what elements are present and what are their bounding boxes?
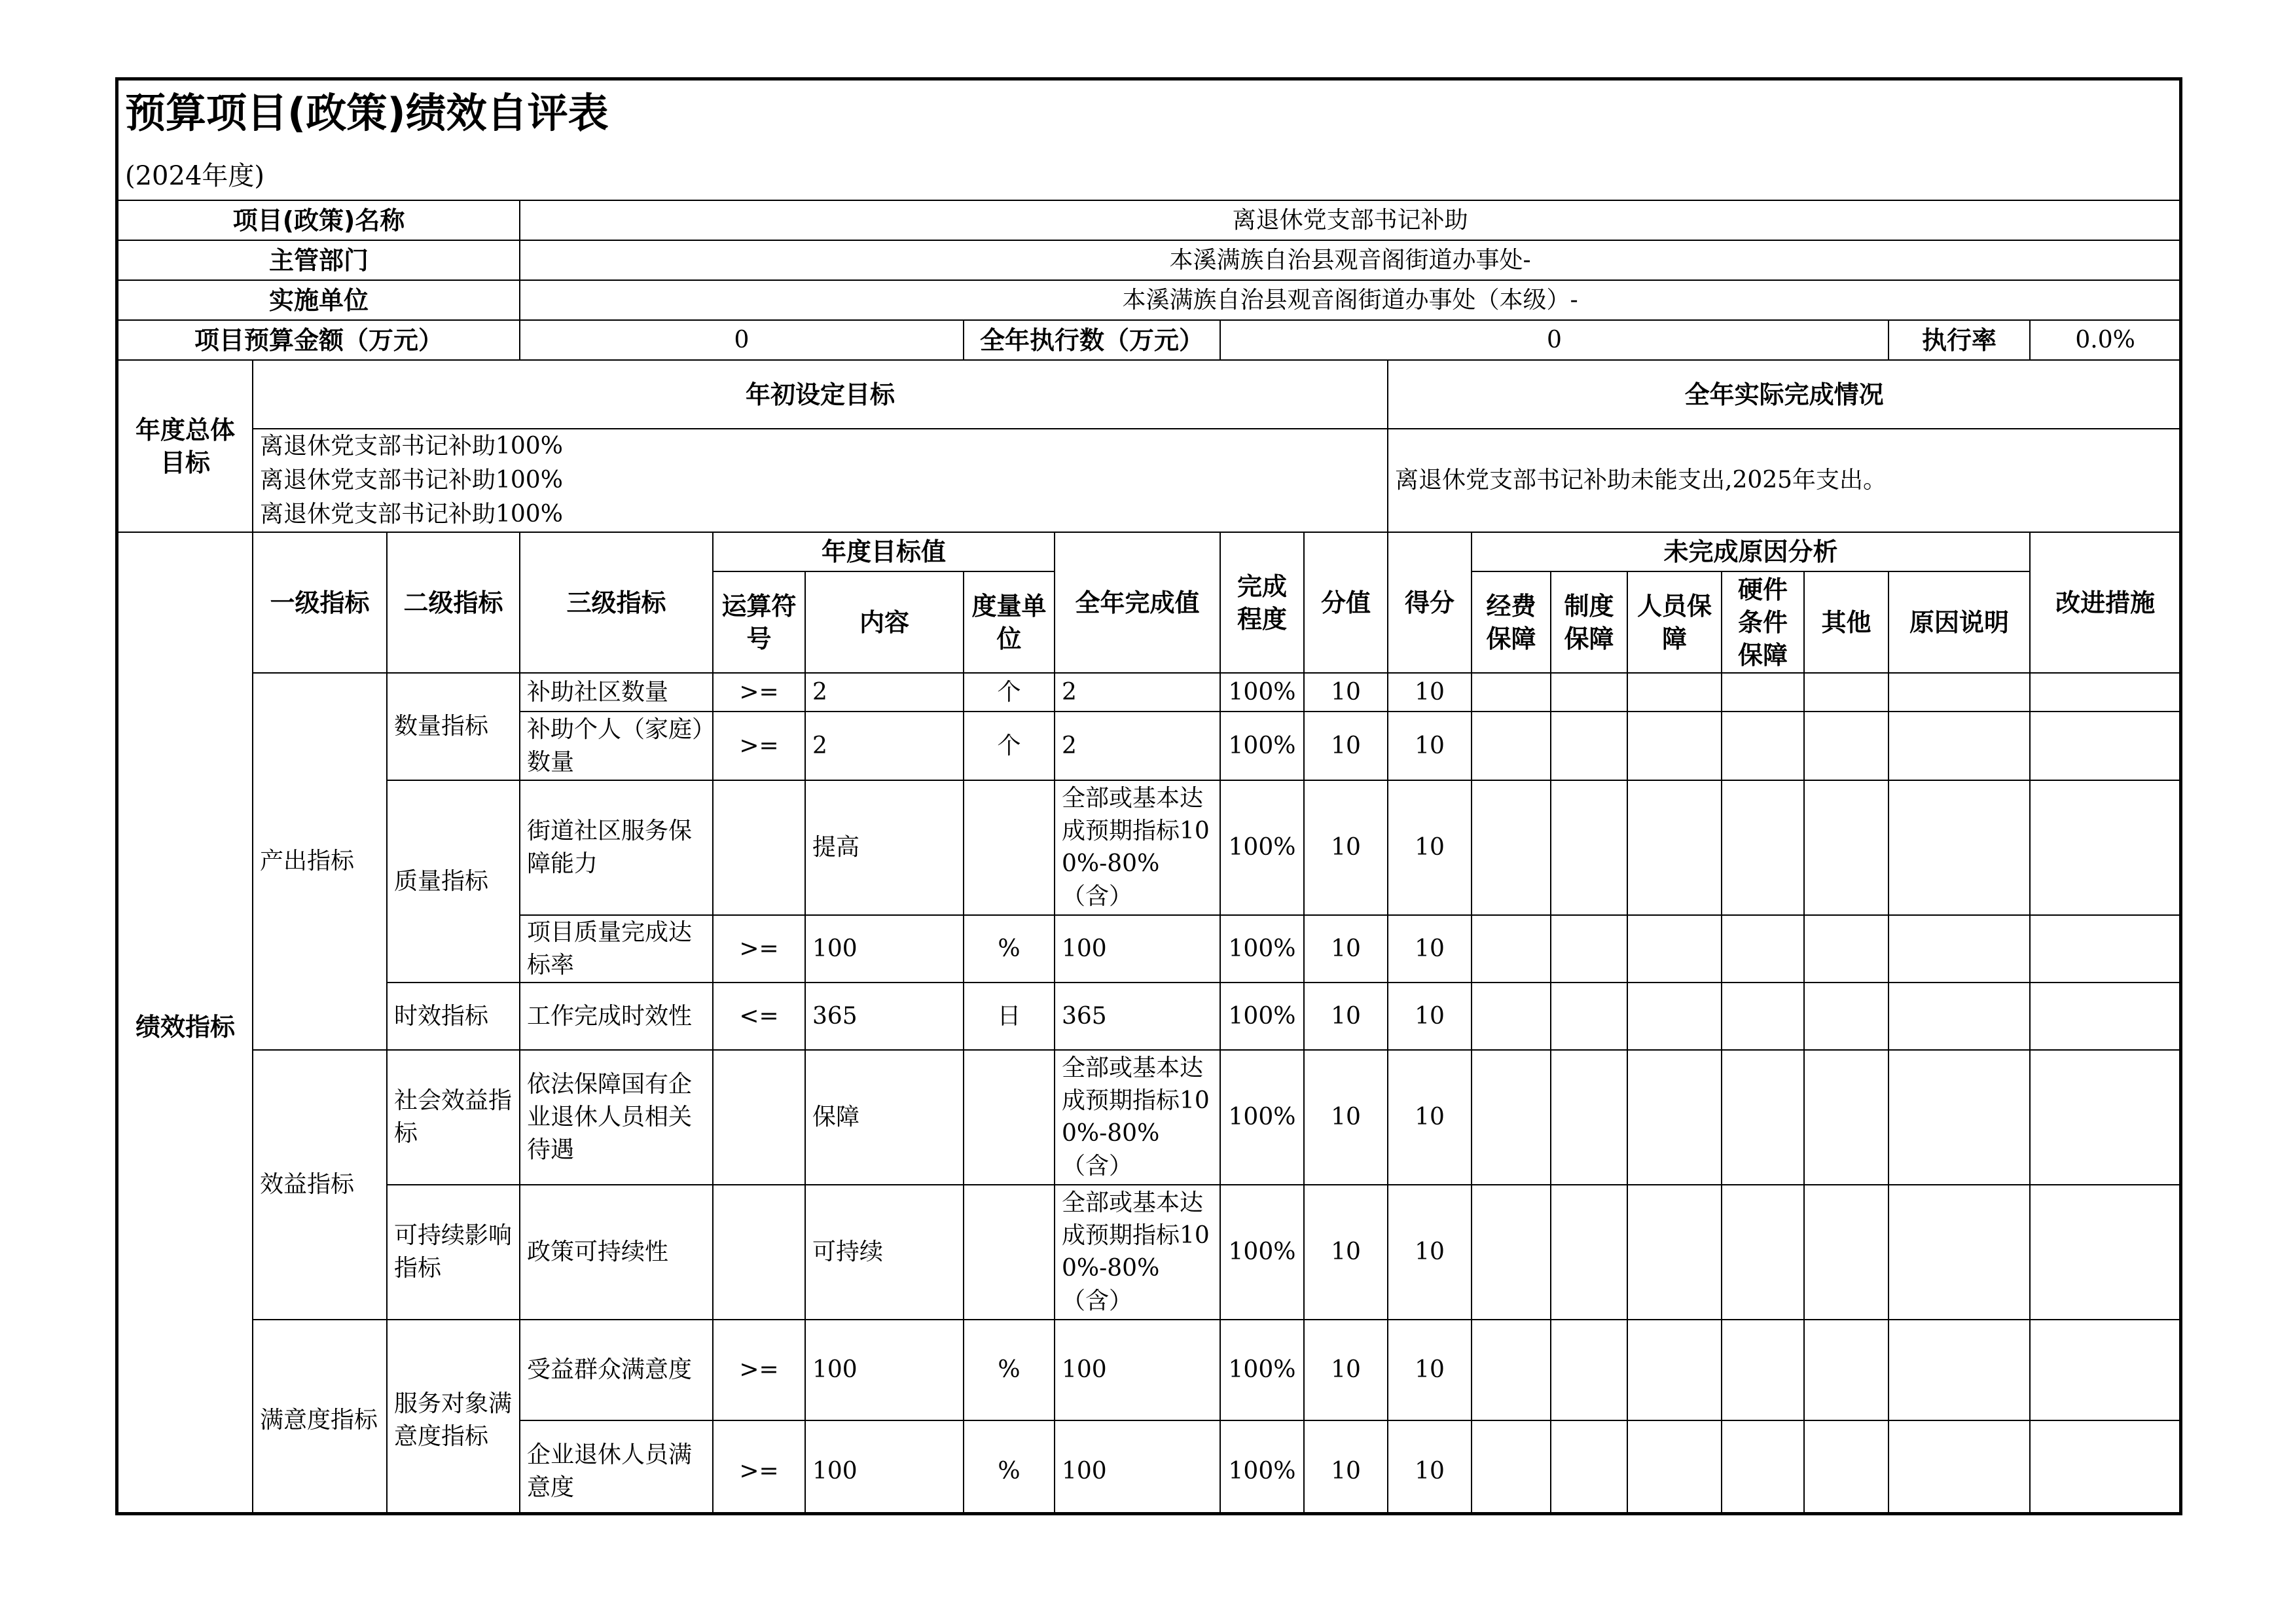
indicator-completion: 100% (1220, 1185, 1304, 1320)
indicator-unit (964, 1050, 1055, 1185)
improve-header: 改进措施 (2030, 532, 2180, 673)
indicator-content: 可持续 (805, 1185, 964, 1320)
indicator-unit: % (964, 915, 1055, 983)
reason-group-header: 未完成原因分析 (1472, 532, 2030, 571)
indicator-completion: 100% (1220, 673, 1304, 712)
level2-quality: 质量指标 (387, 780, 520, 983)
score-header: 得分 (1388, 532, 1472, 673)
indicator-operator: >= (713, 673, 805, 712)
initial-goal-line: 离退休党支部书记补助100% (260, 433, 563, 460)
indicator-content: 100 (805, 1420, 964, 1515)
actual-goal-header: 全年实际完成情况 (1388, 360, 2180, 429)
project-name-value: 离退休党支部书记补助 (520, 200, 2180, 240)
indicator-score: 10 (1388, 780, 1472, 915)
indicator-value: 10 (1304, 915, 1388, 983)
budget-value: 0 (520, 320, 964, 360)
initial-goal-line: 离退休党支部书记补助100% (260, 467, 563, 494)
actual-goals: 离退休党支部书记补助未能支出,2025年支出。 (1388, 429, 2180, 532)
indicator-actual: 2 (1055, 673, 1220, 712)
table-row (118, 1050, 2180, 1185)
indicator-operator: >= (713, 915, 805, 983)
indicator-content: 保障 (805, 1050, 964, 1185)
indicator-content: 2 (805, 712, 964, 780)
indicator-name: 政策可持续性 (520, 1185, 713, 1320)
table-row (118, 1320, 2180, 1420)
indicator-actual: 365 (1055, 983, 1220, 1050)
performance-form (115, 77, 2182, 1515)
indicator-value: 10 (1304, 1050, 1388, 1185)
indicator-value: 10 (1304, 673, 1388, 712)
unit-header: 度量单位 (964, 571, 1055, 673)
form-table (118, 81, 2180, 1515)
indicator-operator: >= (713, 712, 805, 780)
reason-funding-header: 经费保障 (1472, 571, 1551, 673)
completion-header: 完成程度 (1220, 532, 1304, 673)
indicator-completion: 100% (1220, 1050, 1304, 1185)
indicator-operator: >= (713, 1420, 805, 1515)
indicator-completion: 100% (1220, 1420, 1304, 1515)
level2-header: 二级指标 (387, 532, 520, 673)
page-subtitle: (2024年度) (125, 161, 265, 191)
indicator-content: 2 (805, 673, 964, 712)
indicator-name: 企业退休人员满意度 (520, 1420, 713, 1515)
indicator-score: 10 (1388, 1420, 1472, 1515)
dept-label: 主管部门 (118, 240, 520, 280)
reason-note-header: 原因说明 (1888, 571, 2030, 673)
indicator-name: 受益群众满意度 (520, 1320, 713, 1420)
indicator-content: 提高 (805, 780, 964, 915)
initial-goal-header: 年初设定目标 (253, 360, 1388, 429)
level2-quantity: 数量指标 (387, 673, 520, 780)
content-header: 内容 (805, 571, 964, 673)
indicator-score: 10 (1388, 915, 1472, 983)
indicator-actual: 100 (1055, 915, 1220, 983)
level1-header: 一级指标 (253, 532, 387, 673)
indicator-actual: 全部或基本达成预期指标100%-80%（含） (1055, 780, 1220, 915)
indicator-actual: 100 (1055, 1420, 1220, 1515)
indicator-score: 10 (1388, 712, 1472, 780)
score-value-header: 分值 (1304, 532, 1388, 673)
indicator-completion: 100% (1220, 915, 1304, 983)
indicator-unit (964, 780, 1055, 915)
indicator-actual: 全部或基本达成预期指标100%-80%（含） (1055, 1050, 1220, 1185)
indicator-score: 10 (1388, 1320, 1472, 1420)
indicator-unit: 个 (964, 712, 1055, 780)
indicator-actual: 全部或基本达成预期指标100%-80%（含） (1055, 1185, 1220, 1320)
dept-value: 本溪满族自治县观音阁街道办事处- (520, 240, 2180, 280)
level3-header: 三级指标 (520, 532, 713, 673)
indicator-completion: 100% (1220, 983, 1304, 1050)
indicator-completion: 100% (1220, 712, 1304, 780)
indicator-operator (713, 1050, 805, 1185)
unit-label: 实施单位 (118, 280, 520, 320)
indicator-score: 10 (1388, 1185, 1472, 1320)
level2-timeliness: 时效指标 (387, 983, 520, 1050)
exec-value: 0 (1220, 320, 1888, 360)
indicator-score: 10 (1388, 1050, 1472, 1185)
indicator-operator: <= (713, 983, 805, 1050)
table-row (118, 983, 2180, 1050)
indicator-unit: % (964, 1320, 1055, 1420)
indicator-unit: 日 (964, 983, 1055, 1050)
indicator-value: 10 (1304, 1420, 1388, 1515)
indicator-completion: 100% (1220, 780, 1304, 915)
table-row (118, 1185, 2180, 1320)
indicator-content: 365 (805, 983, 964, 1050)
project-name-label: 项目(政策)名称 (118, 200, 520, 240)
indicator-actual: 2 (1055, 712, 1220, 780)
table-row (118, 780, 2180, 915)
reason-other-header: 其他 (1804, 571, 1888, 673)
indicator-name: 工作完成时效性 (520, 983, 713, 1050)
level2-social: 社会效益指标 (387, 1050, 520, 1185)
indicator-score: 10 (1388, 673, 1472, 712)
indicator-operator: >= (713, 1320, 805, 1420)
rate-label: 执行率 (1888, 320, 2030, 360)
goals-label: 年度总体目标 (118, 360, 253, 532)
indicator-score: 10 (1388, 983, 1472, 1050)
indicator-name: 依法保障国有企业退休人员相关待遇 (520, 1050, 713, 1185)
page-title: 预算项目(政策)绩效自评表 (125, 89, 609, 137)
indicator-value: 10 (1304, 780, 1388, 915)
indicator-value: 10 (1304, 1320, 1388, 1420)
unit-value: 本溪满族自治县观音阁街道办事处（本级）- (520, 280, 2180, 320)
indicator-unit: % (964, 1420, 1055, 1515)
level2-service: 服务对象满意度指标 (387, 1320, 520, 1515)
indicator-value: 10 (1304, 1185, 1388, 1320)
level2-sustain: 可持续影响指标 (387, 1185, 520, 1320)
target-group-header: 年度目标值 (713, 532, 1055, 571)
indicator-value: 10 (1304, 983, 1388, 1050)
table-row (118, 673, 2180, 712)
level1-satisfaction: 满意度指标 (253, 1320, 387, 1515)
indicator-operator (713, 1185, 805, 1320)
indicator-value: 10 (1304, 712, 1388, 780)
initial-goals (253, 429, 1388, 532)
indicator-actual: 100 (1055, 1320, 1220, 1420)
indicator-name: 街道社区服务保障能力 (520, 780, 713, 915)
indicator-unit (964, 1185, 1055, 1320)
indicators-section-label: 绩效指标 (118, 532, 253, 1515)
exec-label: 全年执行数（万元） (964, 320, 1220, 360)
indicator-name: 补助社区数量 (520, 673, 713, 712)
indicator-name: 项目质量完成达标率 (520, 915, 713, 983)
indicator-content: 100 (805, 915, 964, 983)
indicator-completion: 100% (1220, 1320, 1304, 1420)
title-cell (118, 81, 2180, 200)
initial-goal-line: 离退休党支部书记补助100% (260, 501, 563, 528)
indicator-content: 100 (805, 1320, 964, 1420)
level1-output: 产出指标 (253, 673, 387, 1050)
reason-hardware-header: 硬件条件保障 (1722, 571, 1804, 673)
reason-staff-header: 人员保障 (1627, 571, 1722, 673)
level1-benefit: 效益指标 (253, 1050, 387, 1320)
rate-value: 0.0% (2030, 320, 2180, 360)
indicator-unit: 个 (964, 673, 1055, 712)
actual-value-header: 全年完成值 (1055, 532, 1220, 673)
reason-system-header: 制度保障 (1551, 571, 1627, 673)
budget-label: 项目预算金额（万元） (118, 320, 520, 360)
indicator-name: 补助个人（家庭）数量 (520, 712, 713, 780)
indicator-operator (713, 780, 805, 915)
operator-header: 运算符号 (713, 571, 805, 673)
